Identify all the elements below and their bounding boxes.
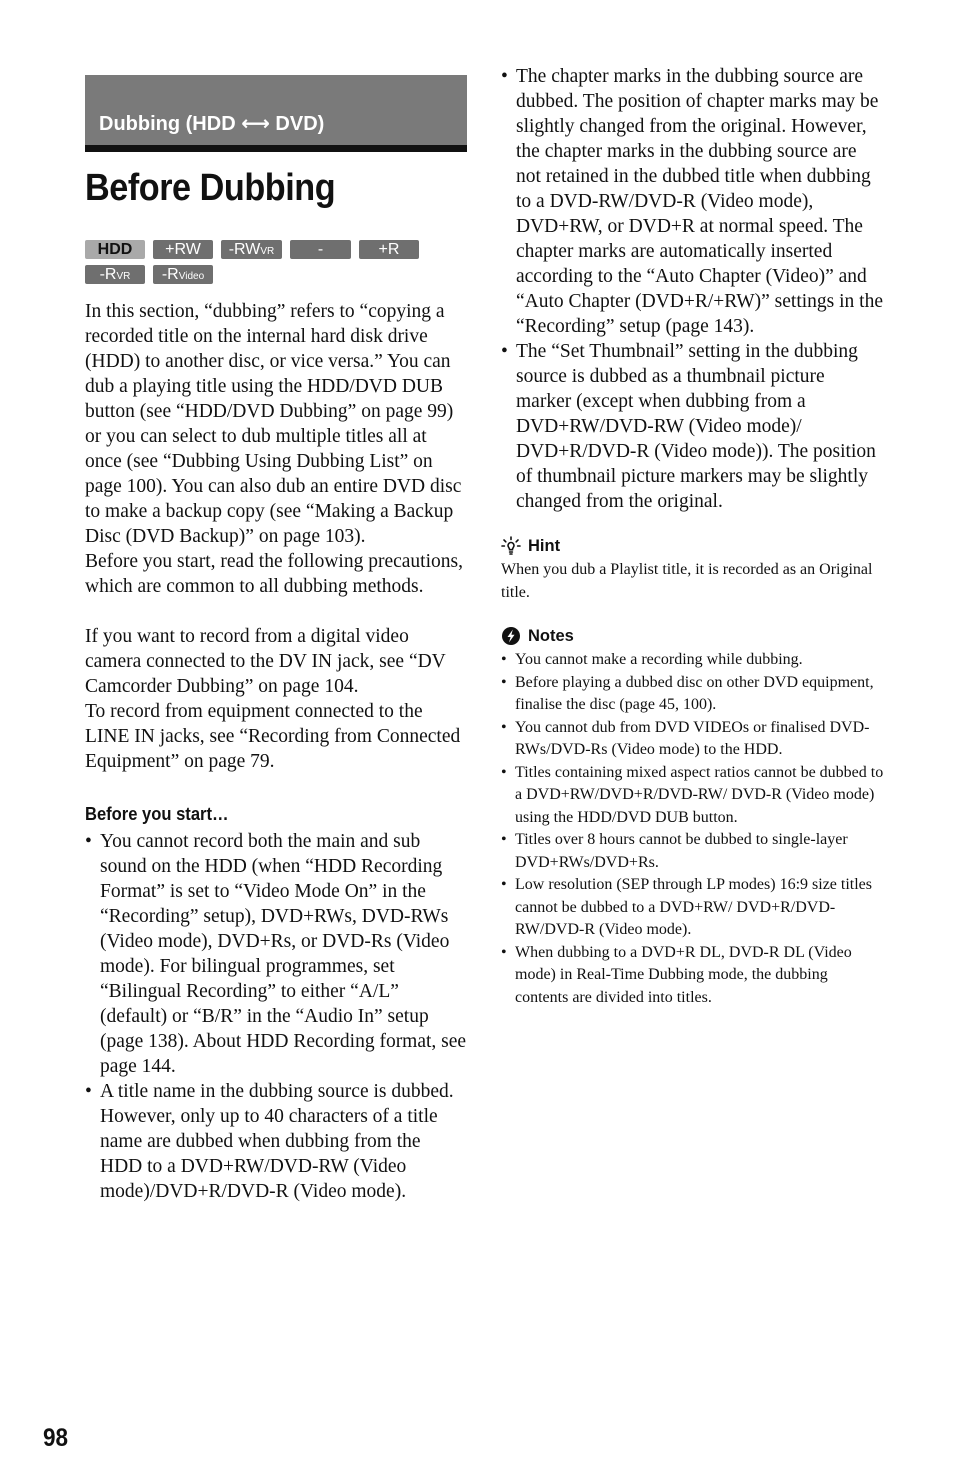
lightbulb-icon	[501, 536, 521, 556]
section-label: Dubbing (HDD ⟷ DVD)	[99, 113, 325, 135]
badge-plus-rw: +RW	[153, 240, 213, 259]
list-item: • The “Set Thumbnail” setting in the dubbing source is dubbed as a thumbnail picture marker (except when dubbing from a DVD+RW/DVD-RW (Video mode)/ DVD+R/DVD-R (Video mode)). The position of thumbnail picture markers may be slightly changed from the original.	[501, 339, 884, 514]
before-start-list-right	[501, 64, 884, 514]
list-item: • Titles containing mixed aspect ratios cannot be dubbed to a DVD+RW/DVD+R/DVD-RW/ DVD-R (Video mode) using the HDD/DVD DUB button.	[501, 762, 884, 830]
notes-heading: Notes	[501, 626, 884, 646]
list-item: • A title name in the dubbing source is dubbed. However, only up to 40 characters of a title name are dubbed when dubbing from the HDD to a DVD+RW/DVD-RW (Video mode)/DVD+R/DVD-R (Video mode).	[85, 1079, 467, 1204]
intro-paragraph-3: If you want to record from a digital video camera connected to the DV IN jack, see “DV Camcorder Dubbing” on page 104.	[85, 626, 446, 697]
left-column	[85, 75, 467, 1204]
page-title: Before Dubbing	[85, 167, 336, 209]
list-item: • Before playing a dubbed disc on other DVD equipment, finalise the disc (page 45, 100).	[501, 672, 884, 717]
before-start-list-left	[85, 829, 467, 1204]
badge-hdd: HDD	[85, 240, 145, 259]
caution-icon	[501, 626, 521, 646]
page-number: 98	[43, 1424, 69, 1452]
badge-plus-r: +R	[359, 240, 419, 259]
list-item: • Titles over 8 hours cannot be dubbed to single-layer DVD+RWs/DVD+Rs.	[501, 829, 884, 874]
list-item: • You cannot record both the main and sub sound on the HDD (when “HDD Recording Format” is set to “Video Mode On” in the “Recording” setup), DVD+RWs, DVD-RWs (Video mode), DVD+Rs, or DVD-Rs (Video mode). For bilingual programmes, set “Bilingual Recording” to either “A/L” (default) or “B/R” in the “Audio In” setup (page 138). About HDD Recording format, see page 144.	[85, 829, 467, 1079]
list-item: • You cannot make a recording while dubbing.	[501, 649, 884, 672]
badge-minus-rw-video: -RWVideo	[290, 240, 351, 259]
badge-minus-r-vr: -RVR	[85, 265, 145, 284]
list-item: • When dubbing to a DVD+R DL, DVD-R DL (Video mode) in Real-Time Dubbing mode, the dubbing contents are divided into titles.	[501, 942, 884, 1010]
list-item: • You cannot dub from DVD VIDEOs or finalised DVD-RWs/DVD-Rs (Video mode) to the HDD.	[501, 717, 884, 762]
badge-minus-rw-vr: -RWVR	[221, 240, 282, 259]
section-banner	[85, 75, 467, 152]
notes-box	[501, 626, 884, 1009]
disc-type-badges	[85, 240, 430, 284]
intro-paragraph-4: To record from equipment connected to the LINE IN jacks, see “Recording from Connected Equipment” on page 79.	[85, 701, 461, 772]
hint-text: When you dub a Playlist title, it is recorded as an Original title.	[501, 561, 873, 601]
list-item: • The chapter marks in the dubbing source are dubbed. The position of chapter marks may be slightly changed from the original. However, the chapter marks in the dubbing source are not retained in the dubbed title when dubbing to a DVD-RW/DVD-R (Video mode), DVD+RW, or DVD+R at normal speed. The chapter marks are automatically inserted according to the “Auto Chapter (Video)” and “Auto Chapter (DVD+R/+RW)” settings in the “Recording” setup (page 143).	[501, 64, 884, 339]
list-item: • Low resolution (SEP through LP modes) 16:9 size titles cannot be dubbed to a DVD+RW/ DVD+R/DVD-RW/DVD-R (Video mode).	[501, 874, 884, 942]
intro-text	[85, 299, 467, 774]
before-start-heading: Before you start…	[85, 804, 229, 824]
hint-box	[501, 536, 884, 604]
hint-heading: Hint	[501, 536, 884, 556]
intro-paragraph-1: In this section, “dubbing” refers to “copying a recorded title on the internal hard disk drive (HDD) to another disc, or vice versa.” You can dub a playing title using the HDD/DVD DUB button (see “HDD/DVD Dubbing” on page 99) or you can select to dub multiple titles all at once (see “Dubbing Using Dubbing List” on page 100). You can also dub an entire DVD disc to make a backup copy (see “Making a Backup Disc (DVD Backup)” on page 103).	[85, 301, 462, 547]
intro-paragraph-2: Before you start, read the following precautions, which are common to all dubbing methods.	[85, 551, 463, 597]
notes-list	[501, 649, 884, 1009]
right-column	[501, 64, 884, 1009]
badge-minus-r-video: -RVideo	[153, 265, 213, 284]
